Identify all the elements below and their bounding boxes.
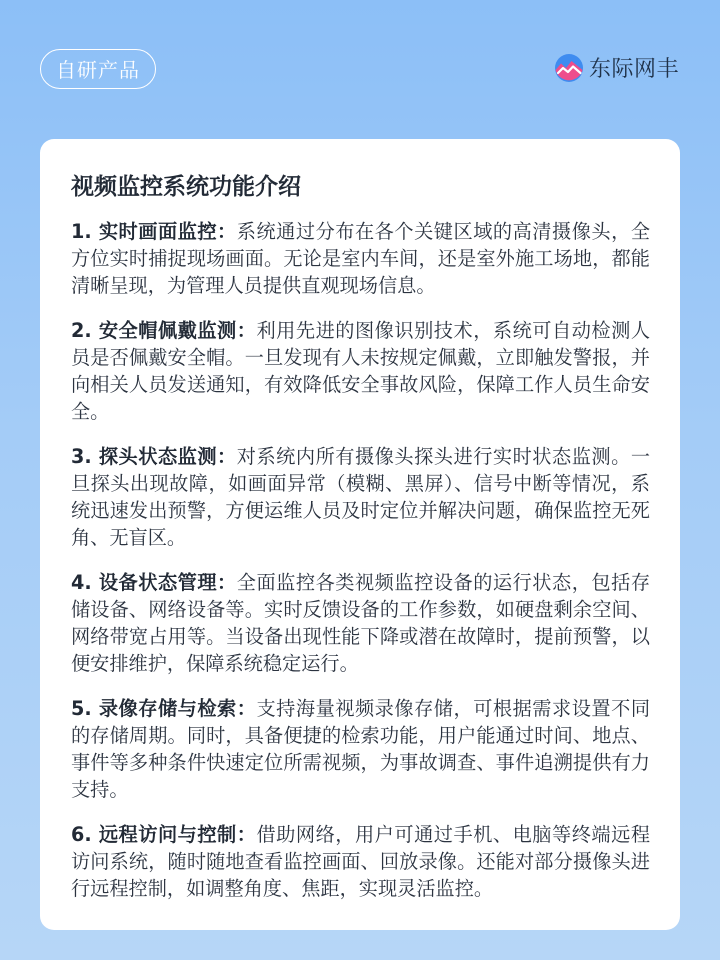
feature-body: 利用先进的图像识别技术，系统可自动检测人员是否佩戴安全帽。一旦发现有人未按规定佩戴，立即触发警报，并向相关人员发送通知，有效降低安全事故风险，保障工作人员生命安全。 (71, 319, 651, 423)
feature-item-probe-status (71, 443, 650, 551)
feature-body: 支持海量视频录像存储，可根据需求设置不同的存储周期。同时，具备便捷的检索功能，用户能通过时间、地点、事件等多种条件快速定位所需视频，为事故调查、事件追溯提供有力支持。 (71, 697, 651, 801)
content-card (40, 139, 680, 930)
feature-item-device-management (71, 569, 650, 677)
feature-item-realtime-monitoring (71, 218, 650, 299)
feature-item-helmet-detection (71, 317, 650, 425)
feature-body: 借助网络，用户可通过手机、电脑等终端远程访问系统，随时随地查看监控画面、回放录像。还能对部分摄像头进行远程控制，如调整角度、焦距，实现灵活监控。 (71, 823, 651, 900)
feature-item-recording-storage (71, 695, 650, 803)
brand (554, 52, 679, 83)
brand-name: 东际网丰 (588, 57, 679, 82)
feature-body: 系统通过分布在各个关键区域的高清摄像头，全方位实时捕捉现场画面。无论是室内车间，还是室外施工场地，都能清晰呈现，为管理人员提供直观现场信息。 (71, 220, 651, 297)
feature-heading: 5. 录像存储与检索： (71, 697, 257, 720)
document-title: 视频监控系统功能介绍 (71, 174, 301, 200)
feature-heading: 3. 探头状态监测： (71, 445, 237, 468)
feature-heading: 6. 远程访问与控制： (71, 823, 257, 846)
feature-heading: 2. 安全帽佩戴监测： (71, 319, 257, 342)
feature-heading: 1. 实时画面监控： (71, 220, 237, 243)
feature-body: 全面监控各类视频监控设备的运行状态，包括存储设备、网络设备等。实时反馈设备的工作参数，如硬盘剩余空间、网络带宽占用等。当设备出现性能下降或潜在故障时，提前预警，以便安排维护，保障系统稳定运行。 (71, 571, 651, 675)
feature-item-remote-access (71, 821, 650, 902)
feature-body: 对系统内所有摄像头探头进行实时状态监测。一旦探头出现故障，如画面异常（模糊、黑屏）、信号中断等情况，系统迅速发出预警，方便运维人员及时定位并解决问题，确保监控无死角、无盲区。 (71, 445, 651, 549)
feature-heading: 4. 设备状态管理： (71, 571, 237, 594)
product-tag-pill: 自研产品 (40, 49, 156, 89)
wave-mountain-logo-icon (554, 53, 584, 83)
